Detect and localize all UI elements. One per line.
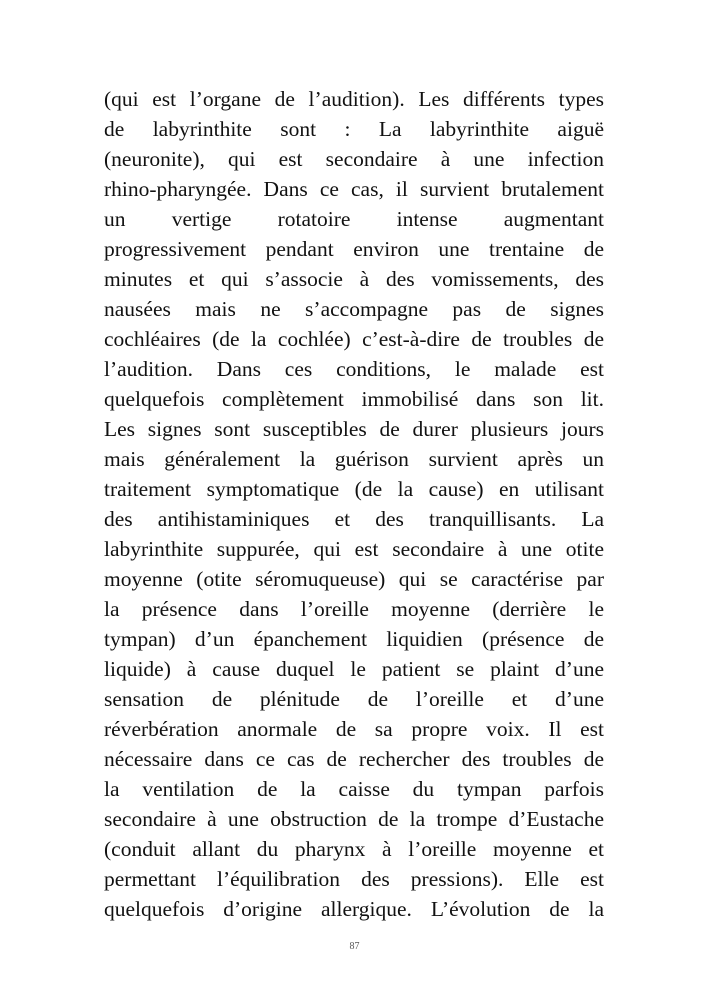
text-line: de labyrinthite sont : La labyrinthite aiguë [104,117,604,141]
text-line: secondaire à une obstruction de la trompe d’Eustache [104,807,604,831]
text-line: traitement symptomatique (de la cause) en utilisant [104,477,604,501]
text-line: labyrinthite suppurée, qui est secondaire à une otite [104,537,604,561]
text-line: rhino-pharyngée. Dans ce cas, il survient brutalement [104,177,604,201]
text-line: l’audition. Dans ces conditions, le malade est [104,357,604,381]
text-line: moyenne (otite séromuqueuse) qui se caractérise par [104,567,604,591]
text-line: (qui est l’organe de l’audition). Les différents types [104,87,604,111]
page-number: 87 [349,941,360,952]
text-line: la ventilation de la caisse du tympan parfois [104,777,604,801]
text-line: un vertige rotatoire intense augmentant [104,207,604,231]
text-line: (conduit allant du pharynx à l’oreille moyenne et [104,837,604,861]
text-line: quelquefois d’origine allergique. L’évolution de la [104,897,604,921]
text-line: tympan) d’un épanchement liquidien (présence de [104,627,604,651]
text-line: nécessaire dans ce cas de rechercher des troubles de [104,747,604,771]
text-line: Les signes sont susceptibles de durer plusieurs jours [104,417,604,441]
text-line: nausées mais ne s’accompagne pas de signes [104,297,604,321]
text-line: minutes et qui s’associe à des vomissements, des [104,267,604,291]
text-line: cochléaires (de la cochlée) c’est-à-dire de troubles de [104,327,604,351]
text-line: progressivement pendant environ une trentaine de [104,237,604,261]
text-line: mais généralement la guérison survient après un [104,447,604,471]
text-line: réverbération anormale de sa propre voix. Il est [104,717,604,741]
text-line: quelquefois complètement immobilisé dans son lit. [104,387,604,411]
text-line: permettant l’équilibration des pressions). Elle est [104,867,604,891]
text-line: liquide) à cause duquel le patient se plaint d’une [104,657,604,681]
text-line: la présence dans l’oreille moyenne (derrière le [104,597,604,621]
text-line: sensation de plénitude de l’oreille et d’une [104,687,604,711]
body-text [104,84,604,924]
text-line: des antihistaminiques et des tranquillisants. La [104,507,604,531]
text-line: (neuronite), qui est secondaire à une infection [104,147,604,171]
